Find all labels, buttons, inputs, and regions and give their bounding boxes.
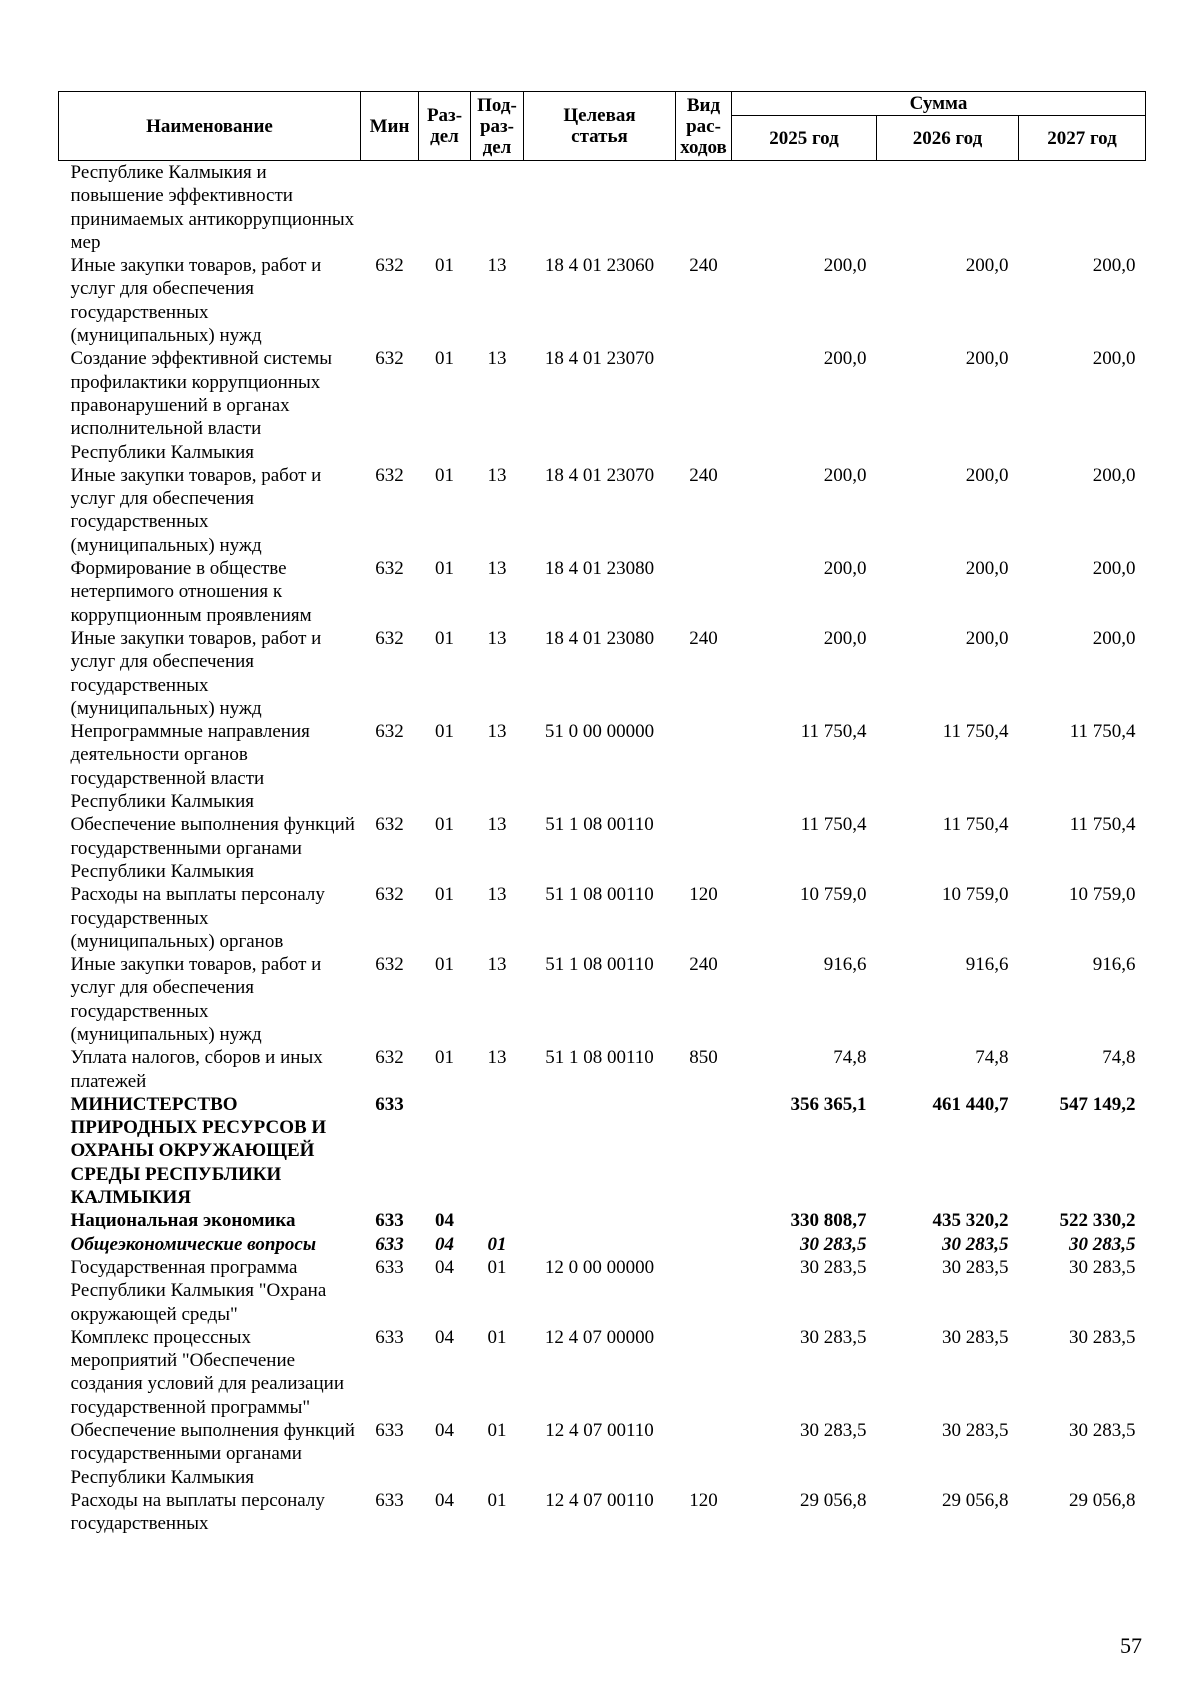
row-min: 633 (375, 1233, 404, 1255)
table-row (59, 953, 1146, 1046)
row-amount-2026: 11 750,4 (942, 721, 1009, 743)
row-amount-2025: 30 283,5 (800, 1420, 867, 1442)
row-expense-type (676, 720, 732, 813)
row-amount-2027: 30 283,5 (1069, 1233, 1136, 1255)
row-amount-2025: 200,0 (823, 348, 867, 370)
row-amount-2026: 30 283,5 (942, 1233, 1009, 1255)
row-name: Формирование в обществе нетерпимого отношения к коррупционным проявлениям (70, 558, 312, 626)
row-target-article: 18 4 01 23070 (544, 348, 655, 370)
row-razdel: 04 (435, 1256, 454, 1278)
row-amount-2027: 10 759,0 (1069, 884, 1136, 906)
row-expense-type: 850 (689, 1047, 718, 1069)
header-expense-type: Вид рас- ходов (676, 92, 732, 161)
row-razdel: 01 (435, 814, 454, 836)
row-min: 633 (375, 1489, 404, 1511)
row-razdel: 04 (435, 1420, 454, 1442)
row-razdel: 01 (435, 558, 454, 580)
row-amount-2025 (732, 161, 877, 255)
row-amount-2026: 200,0 (965, 464, 1009, 486)
row-razdel: 04 (435, 1489, 454, 1511)
row-podrazdel: 13 (487, 348, 507, 370)
row-amount-2026: 461 440,7 (932, 1093, 1009, 1115)
row-min (361, 161, 419, 255)
row-name: Государственная программа Республики Калмыкия "Охрана окружающей среды" (70, 1256, 327, 1325)
row-podrazdel: 01 (487, 1489, 507, 1511)
row-amount-2026: 11 750,4 (942, 814, 1009, 836)
row-amount-2026 (877, 161, 1019, 255)
row-min: 632 (375, 1047, 404, 1069)
row-min: 632 (375, 348, 404, 370)
row-expense-type (676, 347, 732, 463)
row-min: 632 (375, 814, 404, 836)
row-name: Республике Калмыкия и повышение эффективности принимаемых антикоррупционных мер (70, 162, 355, 253)
table-row (59, 1326, 1146, 1419)
row-podrazdel (471, 161, 524, 255)
row-min: 632 (375, 464, 404, 486)
row-min: 633 (375, 1326, 404, 1348)
row-expense-type: 240 (689, 464, 718, 486)
row-amount-2027 (1019, 161, 1146, 255)
row-target-article: 18 4 01 23080 (544, 627, 655, 649)
table-row (59, 1419, 1146, 1489)
row-podrazdel: 13 (487, 884, 507, 906)
row-amount-2026: 74,8 (975, 1047, 1009, 1069)
row-razdel: 04 (435, 1233, 454, 1255)
row-target-article: 51 1 08 00110 (545, 884, 654, 906)
row-name: Обеспечение выполнения функций государственными органами Республики Калмыкия (70, 1420, 355, 1488)
row-podrazdel: 01 (487, 1233, 507, 1255)
row-target-article: 51 0 00 00000 (544, 721, 655, 743)
table-body (59, 161, 1146, 1536)
row-razdel (419, 161, 471, 255)
table-row (59, 161, 1146, 255)
row-podrazdel: 13 (487, 627, 507, 649)
row-podrazdel (471, 1093, 524, 1209)
table-row (59, 557, 1146, 627)
row-name: Уплата налогов, сборов и иных платежей (70, 1047, 323, 1092)
header-name: Наименование (59, 92, 361, 161)
row-amount-2025: 330 808,7 (790, 1210, 867, 1232)
row-min: 633 (375, 1420, 404, 1442)
table-row (59, 1093, 1146, 1209)
row-razdel (419, 1093, 471, 1209)
row-podrazdel: 13 (487, 954, 507, 976)
row-expense-type (676, 1209, 732, 1232)
row-min: 632 (375, 721, 404, 743)
row-amount-2025: 200,0 (823, 255, 867, 277)
row-name: Национальная экономика (70, 1210, 296, 1232)
table-row (59, 1046, 1146, 1093)
row-name: Иные закупки товаров, работ и услуг для обеспечения государственных (муниципальных) нужд (70, 464, 322, 556)
row-amount-2025: 74,8 (833, 1047, 867, 1069)
row-razdel: 01 (435, 721, 454, 743)
row-expense-type (676, 1256, 732, 1326)
row-amount-2027: 30 283,5 (1069, 1256, 1136, 1278)
table-row (59, 720, 1146, 813)
row-amount-2025: 200,0 (823, 627, 867, 649)
row-razdel: 04 (435, 1210, 454, 1232)
row-amount-2026: 200,0 (965, 348, 1009, 370)
row-amount-2027: 522 330,2 (1059, 1210, 1136, 1232)
row-expense-type (676, 1093, 732, 1209)
row-name: Комплекс процессных мероприятий "Обеспечение создания условий для реализации государственной программы" (70, 1326, 344, 1418)
row-amount-2027: 200,0 (1092, 255, 1136, 277)
row-amount-2025: 916,6 (823, 954, 867, 976)
row-name: Расходы на выплаты персоналу государственных (муниципальных) органов (70, 884, 325, 952)
row-amount-2027: 916,6 (1092, 954, 1136, 976)
row-amount-2027: 200,0 (1092, 348, 1136, 370)
row-target-article (524, 1093, 676, 1209)
table-header (59, 92, 1146, 161)
row-razdel: 01 (435, 464, 454, 486)
row-name: Иные закупки товаров, работ и услуг для обеспечения государственных (муниципальных) нужд (70, 627, 322, 719)
table-row (59, 347, 1146, 463)
row-name: Обеспечение выполнения функций государственными органами Республики Калмыкия (70, 814, 355, 882)
row-name: МИНИСТЕРСТВО ПРИРОДНЫХ РЕСУРСОВ И ОХРАНЫ ОКРУЖАЮЩЕЙ СРЕДЫ РЕСПУБЛИКИ КАЛМЫКИЯ (70, 1093, 327, 1209)
header-podrazdel: Под- раз- дел (471, 92, 524, 161)
row-target-article: 18 4 01 23060 (544, 255, 655, 277)
row-amount-2025: 30 283,5 (800, 1326, 867, 1348)
row-amount-2026: 435 320,2 (932, 1210, 1009, 1232)
row-expense-type: 120 (689, 884, 718, 906)
row-amount-2025: 10 759,0 (800, 884, 867, 906)
row-expense-type: 240 (689, 954, 718, 976)
budget-table (58, 91, 1146, 1536)
row-podrazdel: 13 (487, 814, 507, 836)
row-target-article: 51 1 08 00110 (545, 954, 654, 976)
header-razdel: Раз- дел (419, 92, 471, 161)
row-amount-2025: 29 056,8 (800, 1489, 867, 1511)
row-min: 633 (375, 1256, 404, 1278)
row-amount-2027: 200,0 (1092, 627, 1136, 649)
row-razdel: 01 (435, 627, 454, 649)
row-expense-type (676, 1233, 732, 1256)
row-podrazdel: 13 (487, 255, 507, 277)
header-year-2026: 2026 год (877, 116, 1019, 161)
row-amount-2027: 74,8 (1102, 1047, 1136, 1069)
row-expense-type: 240 (689, 255, 718, 277)
row-name: Иные закупки товаров, работ и услуг для обеспечения государственных (муниципальных) нужд (70, 954, 322, 1045)
row-min: 632 (375, 884, 404, 906)
row-target-article: 12 4 07 00110 (545, 1489, 654, 1511)
row-amount-2027: 11 750,4 (1069, 814, 1136, 836)
row-target-article: 12 4 07 00000 (544, 1326, 655, 1348)
header-target-article: Целевая статья (524, 92, 676, 161)
table-row (59, 813, 1146, 883)
row-amount-2025: 11 750,4 (800, 721, 867, 743)
row-amount-2025: 356 365,1 (790, 1093, 867, 1115)
row-name: Иные закупки товаров, работ и услуг для обеспечения государственных (муниципальных) нужд (70, 255, 322, 347)
header-year-2025: 2025 год (732, 116, 877, 161)
row-amount-2027: 30 283,5 (1069, 1420, 1136, 1442)
row-amount-2026: 29 056,8 (942, 1489, 1009, 1511)
table-row (59, 1489, 1146, 1536)
row-podrazdel: 01 (487, 1420, 507, 1442)
row-target-article (524, 1233, 676, 1256)
row-amount-2026: 10 759,0 (942, 884, 1009, 906)
row-amount-2027: 547 149,2 (1059, 1093, 1136, 1115)
row-target-article: 12 0 00 00000 (544, 1256, 655, 1278)
row-razdel: 01 (435, 348, 454, 370)
row-razdel: 01 (435, 1047, 454, 1069)
row-amount-2025: 30 283,5 (800, 1256, 867, 1278)
row-name: Общеэкономические вопросы (70, 1233, 317, 1255)
header-year-2027: 2027 год (1019, 116, 1146, 161)
table-row (59, 1233, 1146, 1256)
row-amount-2026: 200,0 (965, 627, 1009, 649)
row-target-article: 51 1 08 00110 (545, 814, 654, 836)
row-target-article: 51 1 08 00110 (545, 1047, 654, 1069)
row-podrazdel: 01 (487, 1326, 507, 1348)
row-amount-2025: 30 283,5 (800, 1233, 867, 1255)
row-amount-2027: 29 056,8 (1069, 1489, 1136, 1511)
row-amount-2026: 30 283,5 (942, 1326, 1009, 1348)
row-target-article (524, 1209, 676, 1232)
row-expense-type: 240 (689, 627, 718, 649)
row-razdel: 01 (435, 255, 454, 277)
row-expense-type (676, 813, 732, 883)
row-expense-type (676, 557, 732, 627)
row-min: 633 (375, 1210, 404, 1232)
row-podrazdel: 13 (487, 558, 507, 580)
row-amount-2026: 916,6 (965, 954, 1009, 976)
row-amount-2025: 11 750,4 (800, 814, 867, 836)
row-target-article: 18 4 01 23070 (544, 464, 655, 486)
row-target-article (524, 161, 676, 255)
row-amount-2025: 200,0 (823, 464, 867, 486)
row-expense-type: 120 (689, 1489, 718, 1511)
header-min: Мин (361, 92, 419, 161)
row-min: 632 (375, 255, 404, 277)
table-row (59, 1256, 1146, 1326)
table-row (59, 254, 1146, 347)
row-min: 632 (375, 954, 404, 976)
row-razdel: 01 (435, 884, 454, 906)
row-expense-type (676, 161, 732, 255)
row-amount-2025: 200,0 (823, 558, 867, 580)
row-name: Расходы на выплаты персоналу государственных (70, 1489, 325, 1535)
row-amount-2026: 30 283,5 (942, 1256, 1009, 1278)
row-target-article: 18 4 01 23080 (544, 558, 655, 580)
row-amount-2027: 11 750,4 (1069, 721, 1136, 743)
row-amount-2026: 200,0 (965, 255, 1009, 277)
row-min: 633 (375, 1093, 404, 1115)
row-amount-2027: 30 283,5 (1069, 1326, 1136, 1348)
row-amount-2027: 200,0 (1092, 464, 1136, 486)
row-amount-2026: 200,0 (965, 558, 1009, 580)
table-row (59, 464, 1146, 557)
table-row (59, 627, 1146, 720)
table-row (59, 1209, 1146, 1232)
row-min: 632 (375, 558, 404, 580)
row-amount-2026: 30 283,5 (942, 1420, 1009, 1442)
row-expense-type (676, 1326, 732, 1419)
header-summa: Сумма (732, 92, 1146, 116)
row-podrazdel (471, 1209, 524, 1232)
row-podrazdel: 01 (487, 1256, 507, 1278)
row-target-article: 12 4 07 00110 (545, 1420, 654, 1442)
row-expense-type (676, 1419, 732, 1489)
row-podrazdel: 13 (487, 721, 507, 743)
row-podrazdel: 13 (487, 1047, 507, 1069)
row-min: 632 (375, 627, 404, 649)
row-amount-2027: 200,0 (1092, 558, 1136, 580)
table-row (59, 883, 1146, 953)
row-razdel: 04 (435, 1326, 454, 1348)
row-name: Создание эффективной системы профилактики коррупционных правонарушений в органах исполнительной власти Республики Калмыкия (70, 348, 333, 463)
row-name: Непрограммные направления деятельности органов государственной власти Республики Калмыкия (70, 721, 310, 813)
row-podrazdel: 13 (487, 464, 507, 486)
row-razdel: 01 (435, 954, 454, 976)
page-number: 57 (1120, 1633, 1142, 1658)
